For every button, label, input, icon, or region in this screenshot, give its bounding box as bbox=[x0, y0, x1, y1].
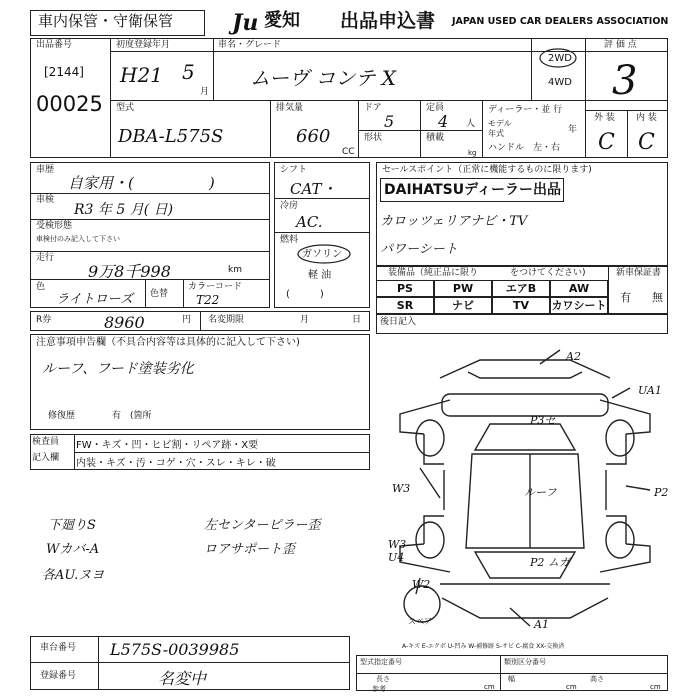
declaration-block bbox=[30, 334, 370, 430]
rating-value: 3 bbox=[612, 58, 638, 104]
cm-unit-1: cm bbox=[484, 683, 495, 691]
mark-p2: P2 ムガ bbox=[530, 556, 570, 569]
equipment-item: エアB bbox=[492, 280, 550, 297]
equipment-item: PW bbox=[434, 280, 492, 297]
door-value: 5 bbox=[384, 112, 395, 131]
title-change-label: 名変期限 bbox=[208, 315, 245, 325]
dealer-label: ディーラー・並 行 bbox=[488, 105, 563, 115]
year-unit: 年 bbox=[568, 125, 578, 135]
drive-2wd: 2WD bbox=[548, 53, 572, 64]
mark-roof: ルーフ bbox=[524, 486, 557, 499]
model-label: 型式 bbox=[116, 103, 135, 113]
inspector-note5: 各AU.ヌヨ bbox=[42, 568, 105, 583]
type-num-label: 型式指定番号 bbox=[360, 658, 402, 666]
inspector-note2: 左センターピラー歪 bbox=[204, 518, 321, 533]
equipment-label2: をつけてください) bbox=[510, 268, 586, 278]
ref-label: 参考 bbox=[372, 685, 386, 693]
warranty-label: 新車保証書 bbox=[616, 268, 662, 278]
weight-label: 積載 bbox=[426, 133, 445, 143]
cm-unit-2: cm bbox=[566, 683, 577, 691]
inspector-note3: Wカバ-A bbox=[46, 542, 100, 557]
dealer-stamp-text: DAIHATSUディーラー出品 bbox=[384, 182, 562, 198]
rating-label: 評 価 点 bbox=[604, 40, 637, 50]
sales-point-label: セールスポイント（正常に機能するものに限ります) bbox=[382, 165, 592, 175]
interior-label: 内 装 bbox=[636, 113, 657, 123]
after-block bbox=[376, 314, 668, 334]
weight-unit: kg bbox=[468, 149, 477, 157]
drive-4wd: 4WD bbox=[548, 77, 572, 88]
name-label: 車名・グレード bbox=[218, 40, 282, 50]
capacity-value: 4 bbox=[438, 112, 449, 131]
equipment-grid bbox=[376, 280, 608, 314]
inspector-label2: 記入欄 bbox=[32, 453, 60, 463]
mark-w3: W3 bbox=[392, 482, 411, 495]
displacement-value: 660 bbox=[296, 126, 331, 147]
length-label: 長さ bbox=[376, 675, 390, 683]
month-label: 月 bbox=[300, 315, 310, 325]
first-reg-year: H21 bbox=[120, 63, 163, 87]
declaration-label: 注意事項申告欄（不具合内容等は具体的に記入して下さい) bbox=[36, 337, 300, 348]
chassis-label: 車台番号 bbox=[40, 643, 77, 653]
exterior-value: C bbox=[598, 130, 615, 155]
color-value: ライトローズ bbox=[56, 292, 133, 307]
inspector-label1: 検査員 bbox=[32, 437, 60, 447]
inspect-form-label: 受検形態 bbox=[36, 221, 73, 231]
declaration-value: ルーフ、フード塗装劣化 bbox=[42, 361, 194, 377]
recycle-value: 8960 bbox=[104, 313, 145, 332]
class-num-label: 類別区分番号 bbox=[504, 658, 546, 666]
exterior-label: 外 装 bbox=[594, 113, 615, 123]
color-label: 色 bbox=[36, 282, 46, 292]
inspector-note4: ロアサポート歪 bbox=[204, 542, 296, 557]
height-label: 高さ bbox=[590, 675, 604, 683]
reg-label: 登録番号 bbox=[40, 671, 77, 681]
mark-ua1: UA1 bbox=[638, 384, 662, 397]
repair-label: 修復歴 bbox=[48, 411, 76, 421]
mark-p2-right: P2 bbox=[654, 486, 669, 499]
equipment-item: ナビ bbox=[434, 297, 492, 314]
inspection-label: 車検 bbox=[36, 195, 55, 205]
sales-line2: パワーシート bbox=[380, 242, 458, 257]
fuel-value: ガソリン bbox=[302, 249, 342, 260]
equipment-item: カワシート bbox=[551, 299, 607, 312]
shift-label: シフト bbox=[280, 165, 308, 175]
mark-p3: P3セ bbox=[530, 414, 556, 427]
displacement-label: 排気量 bbox=[276, 103, 304, 113]
drive-2wd-circle bbox=[538, 47, 578, 69]
ac-value: AC. bbox=[296, 213, 323, 231]
warranty-no: 無 bbox=[652, 291, 663, 304]
mark-a1: A1 bbox=[534, 618, 549, 631]
chassis-value: L575S-0039985 bbox=[110, 640, 240, 659]
reg-value: 名変中 bbox=[158, 669, 207, 688]
equipment-item: AW bbox=[550, 280, 608, 297]
damage-legend: A-キズ E-エクボ U-凹み W-補修跡 S-サビ C-腐食 XX-交換済 bbox=[402, 643, 565, 650]
door-label: ドア bbox=[364, 103, 382, 113]
repair-value: 有 (箇所 bbox=[112, 411, 152, 421]
capacity-unit: 人 bbox=[466, 119, 476, 129]
month-unit: 月 bbox=[200, 87, 210, 97]
color-code-label: カラーコード bbox=[188, 282, 243, 292]
handle-label: ハンドル 左・右 bbox=[488, 143, 561, 153]
mileage-unit: km bbox=[228, 265, 242, 275]
lot-sub: [2144] bbox=[44, 65, 84, 79]
inspector-int-row: 内装・キズ・汚・コゲ・穴・スレ・キレ・破 bbox=[76, 458, 276, 469]
mark-a2: A2 bbox=[566, 350, 581, 363]
fuel-circle bbox=[296, 243, 352, 265]
equipment-item: PS bbox=[376, 280, 434, 297]
history-value: 自家用・( ) bbox=[68, 174, 215, 192]
capacity-label: 定員 bbox=[426, 103, 445, 113]
recycle-label: R券 bbox=[36, 315, 52, 325]
model-value: DBA-L575S bbox=[118, 126, 224, 147]
yen-unit: 円 bbox=[182, 315, 192, 325]
model-year-label: モデル bbox=[488, 119, 512, 128]
model-year-label2: 年式 bbox=[488, 129, 504, 138]
cc-unit: CC bbox=[342, 147, 355, 157]
equipment-item: SR bbox=[376, 297, 434, 314]
cm-unit-3: cm bbox=[650, 683, 661, 691]
fuel-label: 燃料 bbox=[280, 235, 299, 245]
spare-label: スペア bbox=[408, 617, 432, 626]
equipment-label: 装備品（純正品に限り bbox=[388, 268, 479, 278]
mileage-label: 走行 bbox=[36, 253, 55, 263]
inspection-value: R3 年 5 月( 日) bbox=[74, 202, 174, 218]
warranty-yes: 有 bbox=[620, 291, 631, 304]
fuel-paren: ( ) bbox=[286, 289, 324, 300]
ac-label: 冷房 bbox=[280, 201, 299, 211]
mileage-value: 9万8千998 bbox=[88, 262, 171, 281]
day-label: 日 bbox=[352, 315, 362, 325]
sales-line1: カロッツェリアナビ・TV bbox=[380, 214, 528, 229]
after-label: 後日記入 bbox=[380, 317, 417, 327]
fuel-diesel: 軽 油 bbox=[308, 270, 332, 281]
interior-value: C bbox=[638, 130, 655, 155]
history-label: 車歴 bbox=[36, 165, 55, 175]
color-code-value: T22 bbox=[196, 293, 220, 307]
inspector-fw-row: FW・キズ・凹・ヒビ割・リペア跡・X要 bbox=[76, 440, 259, 451]
first-reg-month: 5 bbox=[182, 60, 195, 84]
ju-logo-text: Ju bbox=[232, 10, 259, 36]
color-change-label: 色替 bbox=[150, 289, 169, 299]
inspect-form-note: 車検付のみ記入して下さい bbox=[36, 235, 120, 243]
first-reg-label: 初度登録年月 bbox=[116, 40, 171, 50]
mark-w2: W2 bbox=[412, 578, 431, 591]
english-name: JAPAN USED CAR DEALERS ASSOCIATION bbox=[452, 16, 669, 27]
org-name: 愛知 bbox=[264, 10, 300, 31]
inspector-note1: 下廻りS bbox=[48, 518, 96, 533]
shift-value: CAT・ bbox=[290, 180, 337, 198]
storage-stamp-text: 車内保管・守衛保管 bbox=[38, 12, 174, 30]
shape-label: 形状 bbox=[364, 133, 383, 143]
mark-w3u4: W3 U4 bbox=[388, 538, 407, 564]
name-value: ムーヴ コンテ X bbox=[250, 66, 396, 90]
lot-label: 出品番号 bbox=[36, 40, 73, 50]
form-title: 出品申込書 bbox=[340, 10, 436, 32]
lot-number: 00025 bbox=[36, 92, 103, 116]
equipment-item: TV bbox=[492, 297, 550, 314]
width-label: 幅 bbox=[508, 675, 515, 683]
